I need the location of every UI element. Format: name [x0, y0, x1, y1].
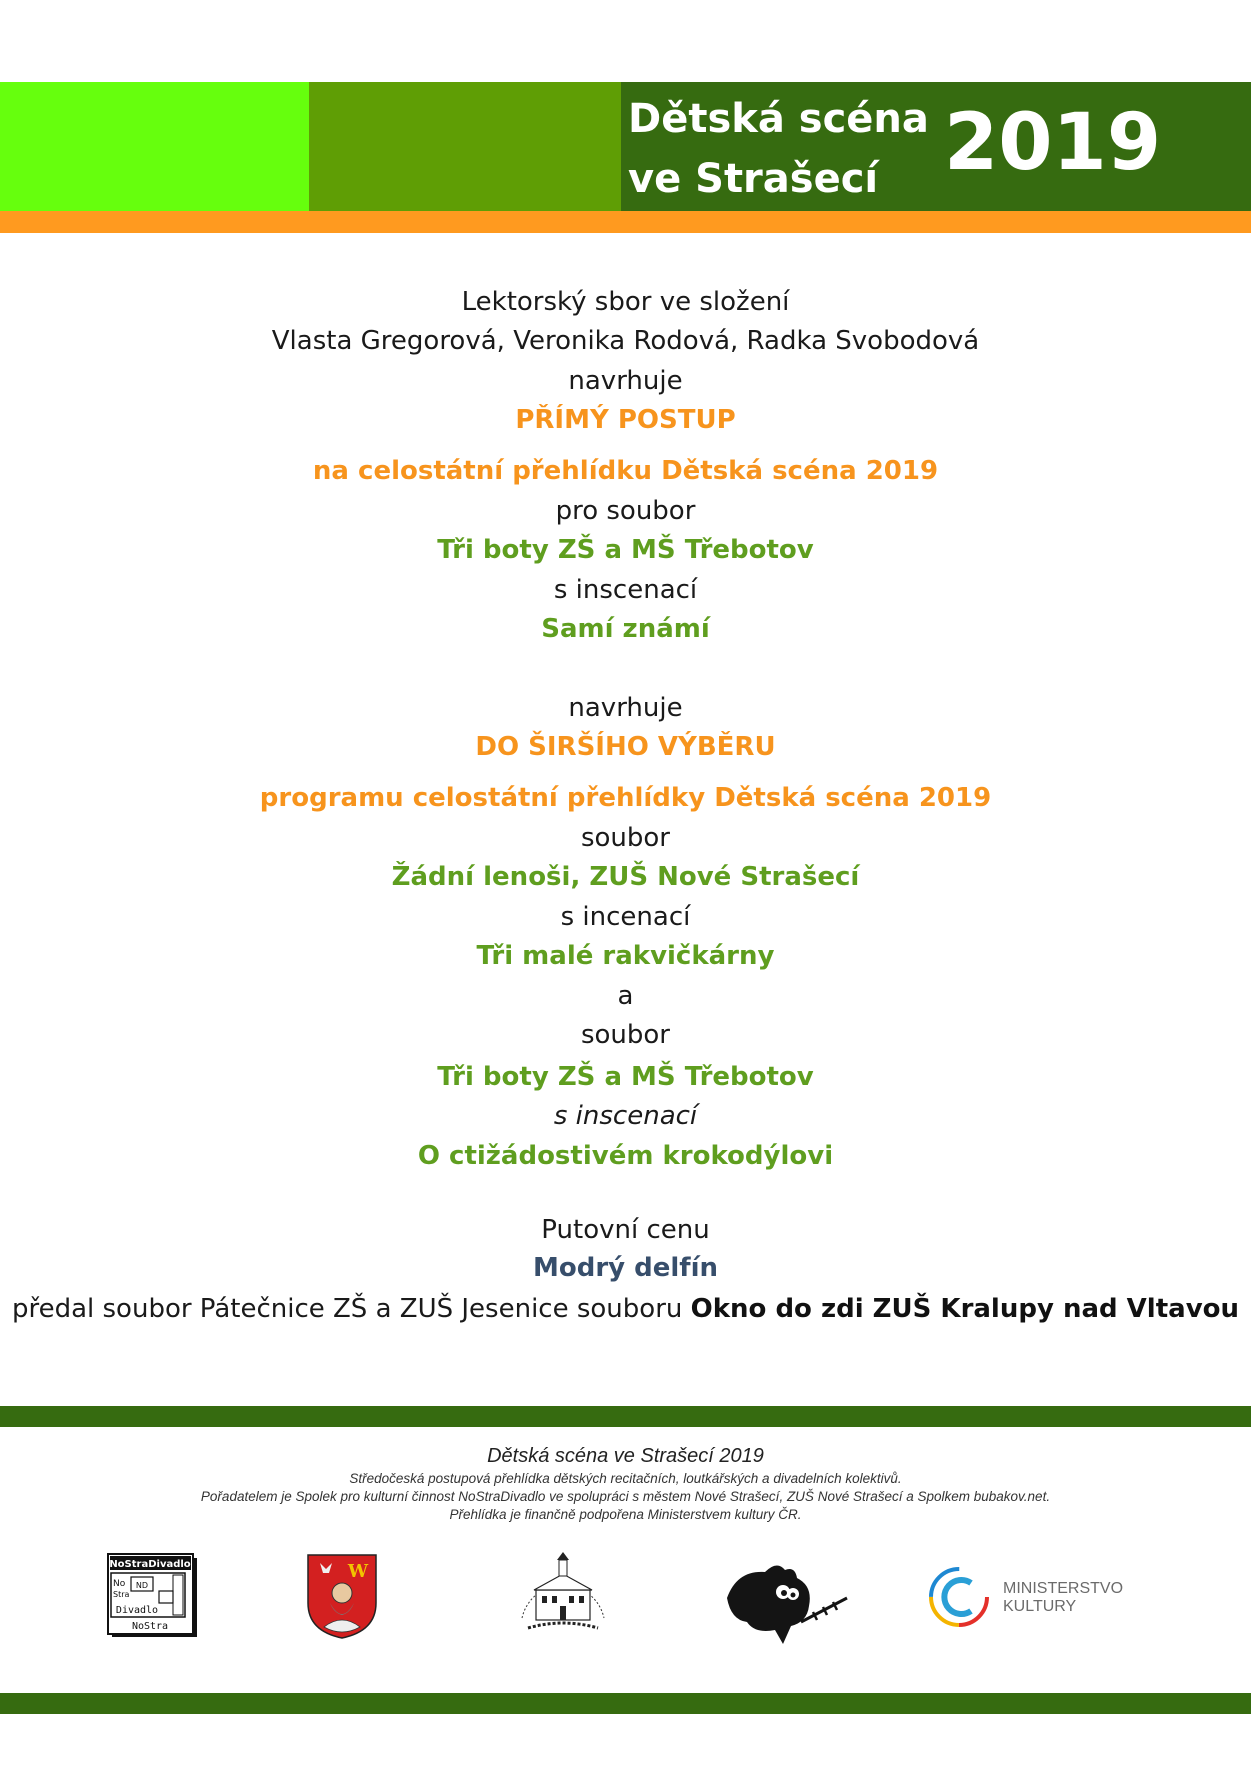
- proposes-text: navrhuje: [568, 693, 683, 723]
- wider-selection-heading: DO ŠIRŠÍHO VÝBĚRU: [475, 732, 776, 762]
- header-year: 2019: [944, 98, 1162, 188]
- and-text: a: [617, 981, 634, 1011]
- header-mid-green-block: [309, 82, 621, 211]
- with-staging-text: s inscenací: [553, 1101, 698, 1131]
- svg-text:No: No: [113, 1579, 126, 1589]
- ensemble-name: Tři boty ZŠ a MŠ Třebotov: [437, 535, 814, 565]
- bubakov-ghost-logo: [721, 1560, 851, 1648]
- staging-name: Samí známí: [541, 614, 710, 644]
- ensemble-name: Tři boty ZŠ a MŠ Třebotov: [437, 1062, 814, 1092]
- intro-line: Lektorský sbor ve složení: [461, 287, 790, 317]
- prize-passed-text: předal soubor Pátečnice ZŠ a ZUŠ Jesenice souboru: [11, 1294, 683, 1324]
- svg-text:W: W: [347, 1561, 369, 1582]
- header-orange-stripe: [0, 211, 1251, 233]
- proposes-text: navrhuje: [568, 366, 683, 396]
- footer-top-bar: [0, 1406, 1251, 1427]
- ministry-of-culture-logo: [927, 1563, 1137, 1631]
- staging-name: O ctižádostivém krokodýlovi: [417, 1141, 834, 1171]
- school-building-logo: [514, 1548, 612, 1638]
- svg-text:MINISTERSTVO: MINISTERSTVO: [1003, 1580, 1124, 1597]
- header-bright-green-block: [0, 82, 309, 211]
- ensemble-name: Žádní lenoši, ZUŠ Nové Strašecí: [391, 862, 860, 892]
- header-title-line1: Dětská scéna: [628, 96, 929, 142]
- town-coat-of-arms-logo: [306, 1553, 378, 1639]
- svg-text:ND: ND: [135, 1581, 149, 1590]
- svg-text:Divadlo: Divadlo: [115, 1605, 159, 1616]
- prize-passed-line: [0, 1294, 1251, 1324]
- prize-label: Putovní cenu: [541, 1215, 710, 1245]
- direct-advance-target: na celostátní přehlídku Dětská scéna 2019: [312, 456, 939, 486]
- ensemble-label: soubor: [580, 823, 671, 853]
- jury-names: Vlasta Gregorová, Veronika Rodová, Radka Svobodová: [271, 326, 980, 356]
- prize-recipient: Okno do zdi ZUŠ Kralupy nad Vltavou: [690, 1294, 1240, 1324]
- svg-text:NoStraDivadlo: NoStraDivadlo: [109, 1559, 191, 1570]
- for-ensemble-text: pro soubor: [555, 496, 696, 526]
- header-title-line2: ve Strašecí: [628, 156, 879, 202]
- nostradivadlo-logo: [107, 1553, 197, 1637]
- prize-name: Modrý delfín: [532, 1253, 719, 1283]
- with-staging-text: s incenací: [560, 902, 691, 932]
- svg-text:Stra: Stra: [113, 1590, 130, 1599]
- staging-name: Tři malé rakvičkárny: [476, 941, 775, 971]
- svg-text:NoStra: NoStra: [131, 1621, 169, 1632]
- footer-description: Středočeská postupová přehlídka dětských recitačních, loutkářských a divadelních kolektivů.: [349, 1471, 902, 1486]
- footer-organizers: Pořadatelem je Spolek pro kulturní činnost NoStraDivadlo ve spolupráci s městem Nové Strašecí, ZUŠ Nové Strašecí a Spolkem bubakov.net.: [200, 1489, 1051, 1504]
- wider-selection-target: programu celostátní přehlídky Dětská scéna 2019: [259, 783, 992, 813]
- with-staging-text: s inscenací: [553, 575, 698, 605]
- svg-text:KULTURY: KULTURY: [1003, 1598, 1077, 1615]
- direct-advance-heading: PŘÍMÝ POSTUP: [515, 405, 736, 435]
- footer-bottom-bar: [0, 1693, 1251, 1714]
- ensemble-label: soubor: [580, 1020, 671, 1050]
- footer-event-name: Dětská scéna ve Strašecí 2019: [487, 1445, 764, 1467]
- footer-funding: Přehlídka je finančně podpořena Ministerstvem kultury ČR.: [449, 1507, 802, 1522]
